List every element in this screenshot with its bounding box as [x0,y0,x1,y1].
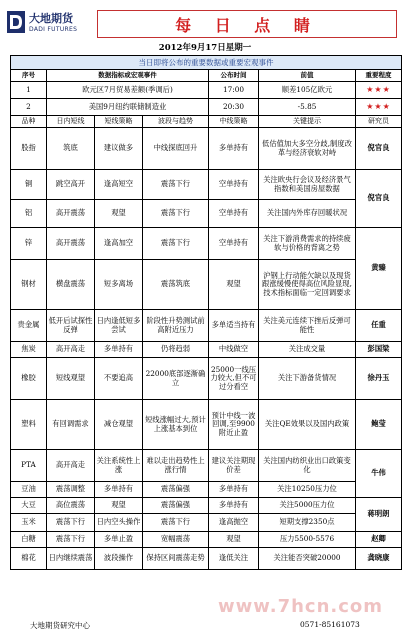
short-strategy-cell: 逢高加空 [95,228,143,260]
key-hint-cell: 压力5500-5576 [259,532,356,548]
strategy-row [11,128,402,170]
mid-strategy-cell: 逢低关注 [209,548,259,570]
page-title: 每 日 点 睛 [175,15,319,35]
wave-trend-cell: 22000底部逐渐确立 [143,358,209,400]
header-mid: 中线策略 [209,116,259,128]
wave-trend-cell: 中线探底回升 [143,128,209,170]
intraday-cell: 有回调需求 [47,400,95,450]
strategy-row [11,498,402,514]
wave-trend-cell: 震荡下行 [143,228,209,260]
event-prev: 顺差105亿欧元 [259,82,356,99]
researcher-cell: 龚晓康 [356,548,402,570]
mid-strategy-cell: 空单持有 [209,228,259,260]
mid-strategy-cell: 预计中线一波回调,至9900附近止盈 [209,400,259,450]
wave-trend-cell: 震荡下行 [143,200,209,228]
footer-phone: 0571-85161073 [300,620,360,629]
intraday-cell: 短线观望 [47,358,95,400]
wave-trend-cell: 阶段性升势测试前高附近压力 [143,310,209,342]
key-hint-cell: 关注5000压力位 [259,498,356,514]
intraday-cell: 跳空高开 [47,170,95,200]
short-strategy-cell: 观望 [95,200,143,228]
short-strategy-cell: 关注系统性上涨 [95,450,143,482]
wave-trend-cell: 保持区间震荡走势 [143,548,209,570]
intraday-cell: 横盘震荡 [47,260,95,310]
header-intraday: 日内短线 [47,116,95,128]
strategy-row [11,400,402,450]
event-header-prev: 前值 [259,70,356,82]
short-strategy-cell: 短多离场 [95,260,143,310]
variety-cell: PTA [11,450,47,482]
intraday-cell: 高开高走 [47,450,95,482]
researcher-cell: 彭国梁 [356,342,402,358]
short-strategy-cell: 多单持有 [95,482,143,498]
researcher-cell: 任重 [356,310,402,342]
short-strategy-cell: 不要追高 [95,358,143,400]
mid-strategy-cell: 观望 [209,532,259,548]
intraday-cell: 低开后试探性反弹 [47,310,95,342]
mid-strategy-cell: 观望 [209,260,259,310]
key-hint-cell: 关注QE效果以及国内政策 [259,400,356,450]
strategy-row [11,310,402,342]
header-short: 短线策略 [95,116,143,128]
variety-cell: 锌 [11,228,47,260]
wave-trend-cell: 短线涨幅过大,预计上涨基本到位 [143,400,209,450]
short-strategy-cell: 观望 [95,498,143,514]
key-hint-cell: 关注美元连续下挫后反弹可能性 [259,310,356,342]
strategy-row [11,228,402,260]
watermark: www.7hcn.com [218,596,384,617]
event-name: 欧元区7月贸易差额(季调后) [47,82,209,99]
importance-stars: ★★★ [356,99,402,116]
wave-trend-cell: 震荡偏强 [143,498,209,514]
variety-cell: 钢材 [11,260,47,310]
wave-trend-cell: 仍将趋弱 [143,342,209,358]
researcher-cell: 牛伟 [356,450,402,498]
researcher-cell: 徐丹玉 [356,358,402,400]
variety-cell: 铝 [11,200,47,228]
short-strategy-cell: 减仓观望 [95,400,143,450]
researcher-cell: 赵卿 [356,532,402,548]
mid-strategy-cell: 空单持有 [209,170,259,200]
event-header-no: 序号 [11,70,47,82]
researcher-cell: 黄臻 [356,228,402,310]
researcher-cell: 倪官良 [356,128,402,170]
wave-trend-cell: 宽幅震荡 [143,532,209,548]
mid-strategy-cell: 多单持有 [209,128,259,170]
wave-trend-cell: 震荡下行 [143,514,209,532]
short-strategy-cell: 多单持有 [95,342,143,358]
intraday-cell: 震荡下行 [47,514,95,532]
intraday-cell: 筑底 [47,128,95,170]
variety-cell: 焦炭 [11,342,47,358]
wave-trend-cell: 震荡下行 [143,170,209,200]
mid-strategy-cell: 多单持有 [209,498,259,514]
intraday-cell: 震荡调整 [47,482,95,498]
variety-cell: 白糖 [11,532,47,548]
wave-trend-cell: 难以走出趋势性上涨行情 [143,450,209,482]
researcher-cell: 蒋明朗 [356,498,402,532]
strategy-row [11,548,402,570]
short-strategy-cell: 日内逢低短多尝试 [95,310,143,342]
variety-cell: 大豆 [11,498,47,514]
footer-company: 大地期货研究中心 [30,621,90,630]
variety-cell: 股指 [11,128,47,170]
event-header-event: 数据指标或宏观事件 [47,70,209,82]
key-hint-cell: 关注成交量 [259,342,356,358]
key-hint-cell: 低估值加大多空分歧,制度改革与经济衰软对峙 [259,128,356,170]
company-logo [7,9,85,39]
event-header-importance: 重要程度 [356,70,402,82]
event-row [11,99,402,116]
variety-cell: 棉花 [11,548,47,570]
mid-strategy-cell: 多单适当持有 [209,310,259,342]
event-no: 2 [11,99,47,116]
key-hint-cell: 关注国内外库存回暖状况 [259,200,356,228]
variety-cell: 贵金属 [11,310,47,342]
mid-strategy-cell: 中线做空 [209,342,259,358]
key-hint-cell: 关注国内纺织业出口政策变化 [259,450,356,482]
variety-cell: 玉米 [11,514,47,532]
report-date: 2012年9月17日星期一 [158,43,252,53]
variety-cell: 塑料 [11,400,47,450]
key-hint-cell: 关注10250压力位 [259,482,356,498]
researcher-cell: 鲍莹 [356,400,402,450]
mid-strategy-cell: 多单持有 [209,482,259,498]
strategy-row [11,200,402,228]
strategy-row [11,170,402,200]
header-wave: 波段与趋势 [143,116,209,128]
variety-cell: 豆油 [11,482,47,498]
variety-cell: 铜 [11,170,47,200]
researcher-cell: 倪官良 [356,170,402,228]
short-strategy-cell: 多单止盈 [95,532,143,548]
event-prev: -5.85 [259,99,356,116]
event-row [11,82,402,99]
strategy-row [11,450,402,482]
key-hint-cell: 关注下游消费需求的持续疲软与价格的背离之势 [259,228,356,260]
intraday-cell: 高位震荡 [47,498,95,514]
header-hint: 关键提示 [259,116,356,128]
intraday-cell: 高开震荡 [47,200,95,228]
strategy-header-row [11,116,402,128]
logo-name-en: DADI FUTURES [29,26,78,33]
strategy-row [11,358,402,400]
event-time: 17:00 [209,82,259,99]
wave-trend-cell: 震荡筑底 [143,260,209,310]
variety-cell: 橡胶 [11,358,47,400]
strategy-row [11,482,402,498]
short-strategy-cell: 逢高短空 [95,170,143,200]
intraday-cell: 日内继续震荡 [47,548,95,570]
header-variety: 品种 [11,116,47,128]
events-notice: 当日即将公布的重要数据或重要宏观事件 [10,55,402,70]
event-header-row [11,70,402,82]
event-name: 美国9月纽约联储制造业 [47,99,209,116]
mid-strategy-cell: 25000一线压力较大,但不可过分看空 [209,358,259,400]
wave-trend-cell: 震荡偏强 [143,482,209,498]
title-banner [97,10,397,38]
intraday-cell: 高开震荡 [47,228,95,260]
mid-strategy-cell: 空单持有 [209,200,259,228]
key-hint-cell: 关注下游备货情况 [259,358,356,400]
header-researcher: 研究员 [356,116,402,128]
key-hint-cell: 关注能否突破20000 [259,548,356,570]
logo-mark-icon [7,11,25,33]
importance-stars: ★★★ [356,82,402,99]
mid-strategy-cell: 逢高抛空 [209,514,259,532]
strategy-row [11,260,402,310]
short-strategy-cell: 波段操作 [95,548,143,570]
key-hint-cell: 沪钢上行动能欠缺以及现货跟涨缓慢使得高位风险显现,技术指标面临一定回调要求 [259,260,356,310]
event-no: 1 [11,82,47,99]
strategy-row [11,342,402,358]
key-hint-cell: 短期支撑2350点 [259,514,356,532]
intraday-cell: 震荡下行 [47,532,95,548]
event-header-time: 公布时间 [209,70,259,82]
mid-strategy-cell: 建议关注期现价差 [209,450,259,482]
strategy-row [11,532,402,548]
short-strategy-cell: 建议做多 [95,128,143,170]
event-time: 20:30 [209,99,259,116]
strategy-table [10,69,402,570]
intraday-cell: 高开高走 [47,342,95,358]
short-strategy-cell: 日内空头操作 [95,514,143,532]
key-hint-cell: 关注欧央行会议及经济景气指数和美国房屋数据 [259,170,356,200]
strategy-row [11,514,402,532]
logo-name-cn: 大地期货 [29,12,73,25]
